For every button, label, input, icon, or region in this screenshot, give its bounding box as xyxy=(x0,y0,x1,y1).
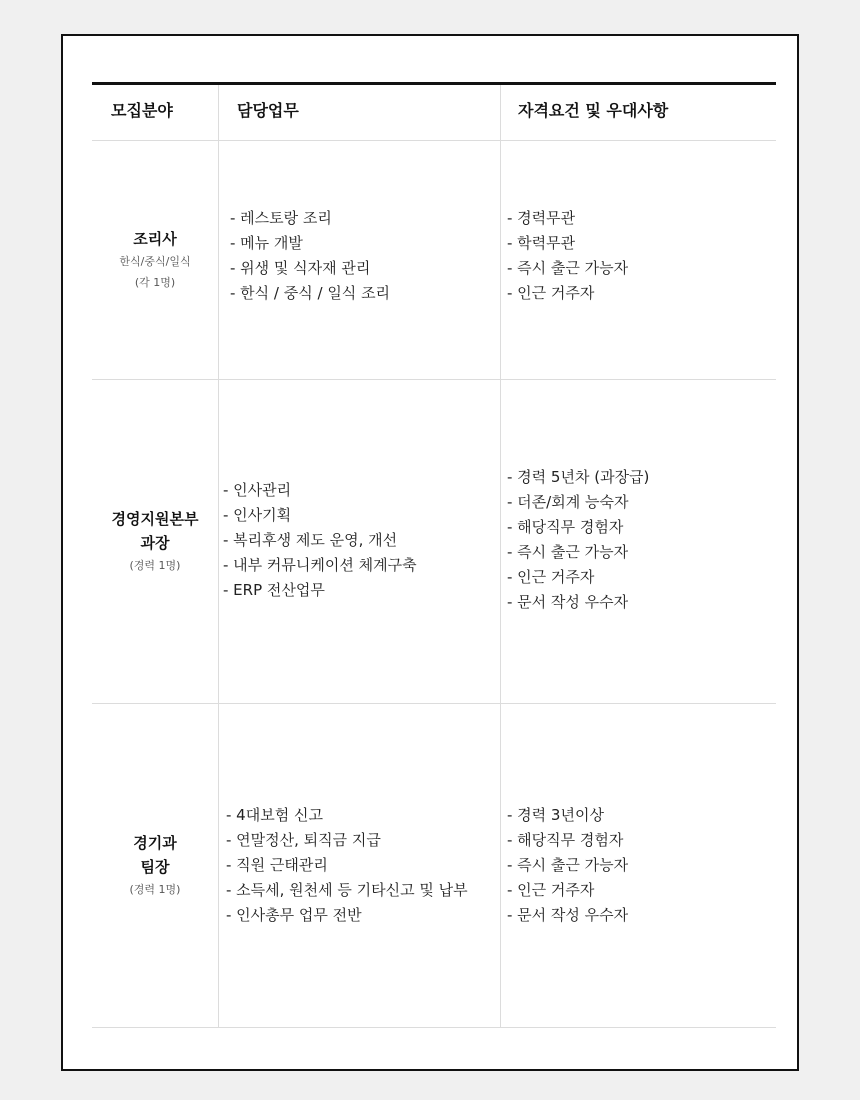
duties-cell xyxy=(219,377,504,703)
header-qualifications: 자격요건 및 우대사항 xyxy=(518,101,669,120)
qualification-item: - 즉시 출근 가능자 xyxy=(507,856,629,874)
field-cell xyxy=(92,380,218,703)
duty-item: - 소득세, 원천세 등 기타신고 및 납부 xyxy=(226,881,468,899)
duty-item: - 인사총무 업무 전반 xyxy=(226,906,362,924)
duty-item: - 인사관리 xyxy=(223,480,292,499)
qualification-item: - 학력무관 xyxy=(507,233,576,252)
duty-item: - 연말정산, 퇴직금 지급 xyxy=(226,831,381,849)
field-title: 팀장 xyxy=(140,858,170,876)
field-cell xyxy=(92,704,218,1027)
field-title: 경영지원본부 xyxy=(111,510,199,528)
qualification-item: - 인근 거주자 xyxy=(507,881,595,899)
header-field: 모집분야 xyxy=(111,101,173,120)
field-headcount: (각 1명) xyxy=(134,276,176,289)
table-row xyxy=(92,141,776,380)
field-subtitle: 한식/중식/일식 xyxy=(119,255,191,268)
qualification-item: - 경력무관 xyxy=(507,208,576,227)
duties-cell xyxy=(219,132,511,379)
qualifications-cell xyxy=(501,377,782,703)
header-duties: 담당업무 xyxy=(237,101,299,120)
qualification-item: - 경력 3년이상 xyxy=(507,806,604,824)
recruitment-table xyxy=(92,82,776,1028)
qualification-item: - 즉시 출근 가능자 xyxy=(507,543,629,561)
duty-item: - 직원 근태관리 xyxy=(226,856,328,874)
duty-item: - 위생 및 식자재 관리 xyxy=(230,258,371,277)
duty-item: - 한식 / 중식 / 일식 조리 xyxy=(230,283,391,302)
duty-item: - 인사기획 xyxy=(223,505,292,524)
table-row xyxy=(92,704,776,1028)
field-title: 조리사 xyxy=(133,230,177,248)
qualifications-cell xyxy=(501,704,782,1027)
qualification-item: - 더존/회계 능숙자 xyxy=(507,493,629,511)
qualification-item: - 해당직무 경험자 xyxy=(507,831,624,849)
qualification-item: - 인근 거주자 xyxy=(507,568,595,586)
duty-item: - 메뉴 개발 xyxy=(230,233,303,252)
duty-item: - 복리후생 제도 운영, 개선 xyxy=(223,530,398,549)
qualification-item: - 즉시 출근 가능자 xyxy=(507,258,629,277)
duty-item: - 레스토랑 조리 xyxy=(230,208,332,227)
qualification-item: - 해당직무 경험자 xyxy=(507,518,624,536)
field-headcount: (경력 1명) xyxy=(129,559,181,572)
qualification-item: - 문서 작성 우수자 xyxy=(507,906,629,924)
field-headcount: (경력 1명) xyxy=(129,883,181,896)
table-row xyxy=(92,380,776,704)
qualification-item: - 경력 5년차 (과장급) xyxy=(507,468,650,486)
document-frame xyxy=(61,34,799,1071)
qualification-item: - 인근 거주자 xyxy=(507,283,595,302)
duty-item: - 4대보험 신고 xyxy=(226,806,323,824)
duty-item: - ERP 전산업무 xyxy=(223,580,325,599)
qualifications-cell xyxy=(501,132,782,379)
duties-cell xyxy=(219,704,507,1027)
qualification-item: - 문서 작성 우수자 xyxy=(507,593,629,611)
duty-item: - 내부 커뮤니케이션 체계구축 xyxy=(223,555,417,574)
field-title: 과장 xyxy=(140,534,170,552)
field-cell xyxy=(92,141,218,379)
field-title: 경기과 xyxy=(133,834,177,852)
